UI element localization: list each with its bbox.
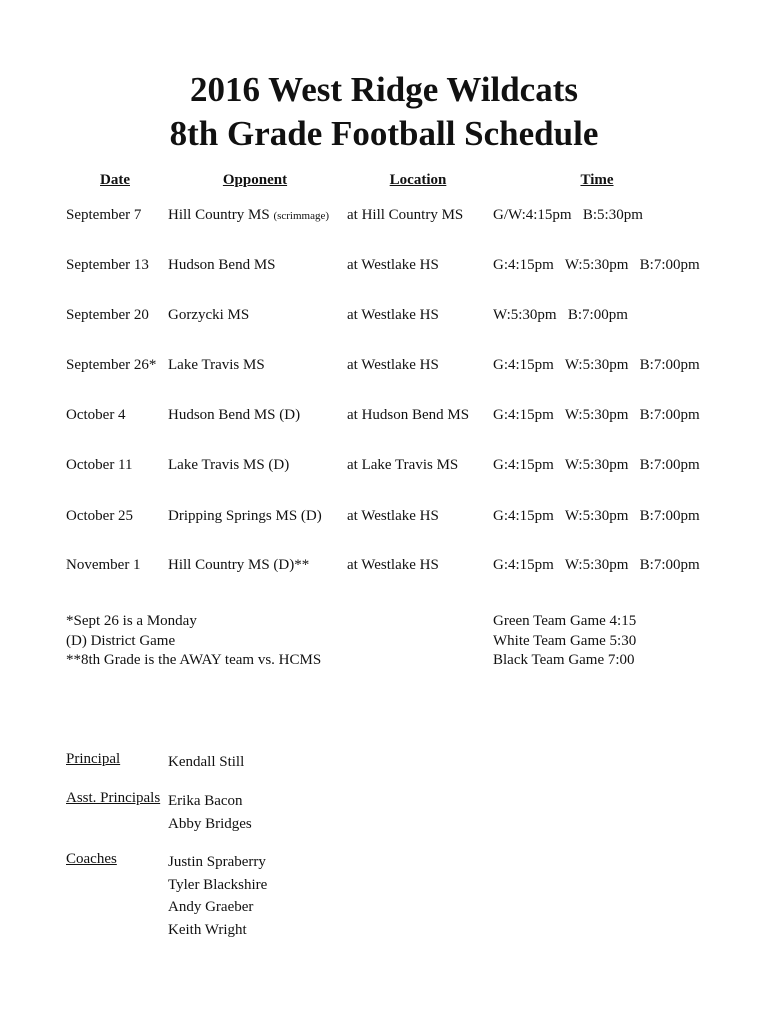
game-opponent — [168, 207, 329, 224]
game-time — [493, 207, 643, 224]
game-time-text: G:4:15pm W:5:30pm B:7:00pm — [493, 357, 700, 373]
game-time-text: G:4:15pm W:5:30pm B:7:00pm — [493, 457, 700, 473]
staff-name: Tyler Blackshire — [168, 876, 268, 893]
game-date-text: September 7 — [66, 207, 142, 223]
staff-name: Andy Graeber — [168, 899, 254, 915]
footnote: (D) District Game — [66, 632, 176, 649]
game-time — [493, 307, 628, 324]
staff-names-principal — [168, 751, 244, 774]
game-opponent — [168, 557, 309, 574]
game-date — [66, 508, 133, 525]
schedule-row — [0, 357, 768, 379]
game-date — [66, 557, 141, 574]
team-game-time: Black Team Game 7:00 — [493, 652, 635, 668]
team-game-time: Green Team Game 4:15 — [493, 613, 637, 629]
game-time — [493, 357, 700, 374]
game-date-text: September 26* — [66, 357, 157, 373]
game-location — [347, 307, 439, 324]
staff-names-coaches — [168, 851, 267, 941]
game-time-text: W:5:30pm B:7:00pm — [493, 307, 628, 323]
schedule-row — [0, 307, 768, 329]
game-date — [66, 357, 156, 374]
game-opponent-text: Hudson Bend MS (D) — [168, 407, 301, 423]
column-header-date: Date — [100, 172, 130, 188]
staff-name: Abby Bridges — [168, 815, 252, 832]
footnote: *Sept 26 is a Monday — [66, 613, 197, 629]
game-date — [66, 407, 126, 424]
game-date — [66, 207, 141, 224]
schedule-row — [0, 508, 768, 530]
game-opponent-text: Hill Country MS — [168, 207, 270, 223]
staff-name: Kendall Still — [168, 754, 245, 770]
game-opponent-note: (scrimmage) — [273, 210, 330, 222]
game-time — [493, 407, 700, 424]
column-header-opponent: Opponent — [222, 172, 288, 188]
game-opponent-text: Gorzycki MS — [168, 307, 250, 323]
game-time-text: G:4:15pm W:5:30pm B:7:00pm — [493, 508, 700, 524]
game-time-text: G:4:15pm W:5:30pm B:7:00pm — [493, 257, 700, 273]
column-header-time: Time — [580, 172, 614, 188]
game-location-text: at Lake Travis MS — [347, 457, 459, 473]
game-opponent — [168, 508, 322, 525]
game-opponent — [168, 457, 289, 474]
game-opponent-text: Lake Travis MS (D) — [168, 457, 290, 473]
game-time — [493, 557, 700, 574]
game-opponent-text: Hill Country MS (D)** — [168, 557, 310, 573]
game-location-text: at Hill Country MS — [347, 207, 464, 223]
game-location — [347, 407, 469, 424]
footnotes — [66, 612, 321, 671]
page-title-line-2: 8th Grade Football Schedule — [169, 114, 599, 153]
page-title-line-1: 2016 West Ridge Wildcats — [190, 70, 578, 109]
game-time-text: G:4:15pm W:5:30pm B:7:00pm — [493, 407, 700, 423]
game-date-text: September 13 — [66, 257, 149, 273]
staff-name: Keith Wright — [168, 921, 247, 938]
game-opponent — [168, 257, 276, 274]
game-location — [347, 557, 439, 574]
schedule-row — [0, 557, 768, 579]
footnote: **8th Grade is the AWAY team vs. HCMS — [66, 652, 322, 668]
game-opponent — [168, 357, 265, 374]
game-opponent — [168, 307, 249, 324]
game-location-text: at Westlake HS — [347, 508, 439, 524]
schedule-row — [0, 457, 768, 479]
game-opponent-text: Lake Travis MS — [168, 357, 265, 373]
game-date — [66, 307, 149, 324]
game-date — [66, 257, 149, 274]
game-date-text: October 4 — [66, 407, 126, 423]
team-game-time: White Team Game 5:30 — [493, 632, 637, 649]
game-time — [493, 457, 700, 474]
game-time-text: G:4:15pm W:5:30pm B:7:00pm — [493, 557, 700, 573]
staff-role-asst-principals: Asst. Principals — [66, 790, 161, 806]
staff-name: Justin Spraberry — [168, 854, 266, 870]
game-time — [493, 257, 700, 274]
game-location — [347, 207, 463, 224]
staff-role-coaches: Coaches — [66, 851, 117, 867]
game-location-text: at Hudson Bend MS — [347, 407, 470, 423]
game-location — [347, 508, 439, 525]
game-time — [493, 508, 700, 525]
game-opponent-text: Hudson Bend MS — [168, 257, 276, 273]
game-date-text: October 25 — [66, 508, 134, 524]
column-header-location: Location — [389, 172, 447, 188]
game-date-text: November 1 — [66, 557, 141, 573]
schedule-row — [0, 407, 768, 429]
staff-role-principal: Principal — [66, 751, 121, 767]
game-location-text: at Westlake HS — [347, 557, 439, 573]
game-location-text: at Westlake HS — [347, 257, 439, 273]
staff-name: Erika Bacon — [168, 793, 243, 809]
schedule-row — [0, 257, 768, 279]
game-location-text: at Westlake HS — [347, 357, 439, 373]
schedule-row — [0, 207, 768, 229]
game-location — [347, 257, 439, 274]
game-time-text: G/W:4:15pm B:5:30pm — [493, 207, 643, 223]
staff-names-asst-principals — [168, 790, 252, 835]
game-opponent-text: Dripping Springs MS (D) — [168, 508, 322, 524]
game-date — [66, 457, 133, 474]
game-location — [347, 457, 458, 474]
game-location — [347, 357, 439, 374]
game-date-text: September 20 — [66, 307, 149, 323]
game-date-text: October 11 — [66, 457, 133, 473]
team-game-times — [493, 612, 636, 671]
game-location-text: at Westlake HS — [347, 307, 439, 323]
game-opponent — [168, 407, 300, 424]
